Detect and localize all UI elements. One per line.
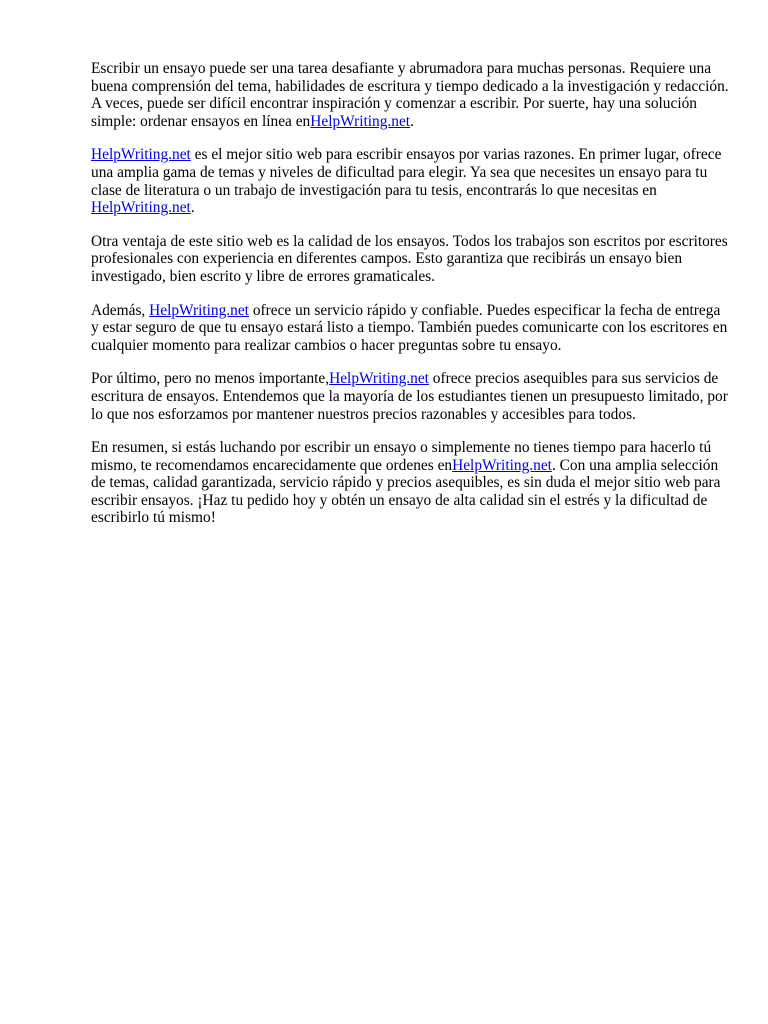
paragraph-intro (91, 60, 731, 130)
helpwriting-link[interactable]: HelpWriting.net (91, 199, 191, 217)
document-page (91, 60, 731, 543)
helpwriting-link[interactable]: HelpWriting.net (452, 456, 552, 474)
helpwriting-link[interactable]: HelpWriting.net (329, 370, 429, 388)
paragraph-text: ofrece precios asequibles para sus servicios de escritura de ensayos. Entendemos que la mayoría de los estudiantes tienen un presupuesto limitado, por lo que nos esforzamos por mantener nuestros precios razonables y accesibles para todos. (91, 370, 728, 423)
helpwriting-link[interactable]: HelpWriting.net (149, 301, 249, 319)
paragraph-text: Escribir un ensayo puede ser una tarea desafiante y abrumadora para muchas personas. Requiere una buena comprensión del tema, habilidades de escritura y tiempo dedicado a la investigación y redacción. A veces, puede ser difícil encontrar inspiración y comenzar a escribir. Por suerte, hay una solución simple: ordenar ensayos en línea en (91, 60, 729, 130)
paragraph-text: Por último, pero no menos importante, (91, 370, 330, 388)
paragraph-text: . (190, 199, 195, 217)
paragraph-service (91, 302, 731, 355)
paragraph-text: Otra ventaja de este sitio web es la calidad de los ensayos. Todos los trabajos son escritos por escritores profesionales con experiencia en diferentes campos. Esto garantiza que recibirás un ensayo bien investigado, bien escrito y libre de errores gramaticales. (91, 232, 728, 285)
helpwriting-link[interactable]: HelpWriting.net (310, 112, 411, 130)
helpwriting-link[interactable]: HelpWriting.net (91, 146, 191, 164)
paragraph-prices (91, 370, 731, 423)
paragraph-text: es el mejor sitio web para escribir ensayos por varias razones. En primer lugar, ofrece una amplia gama de temas y niveles de dificultad para elegir. Ya sea que necesites un ensayo para tu clase de literatura o un trabajo de investigación para tu tesis, encontrarás lo que necesitas en (91, 146, 722, 199)
paragraph-text: En resumen, si estás luchando por escribir un ensayo o simplemente no tienes tiempo para hacerlo tú mismo, te recomendamos encarecidamente que ordenes en (91, 439, 712, 474)
paragraph-text: ofrece un servicio rápido y confiable. Puedes especificar la fecha de entrega y estar seguro de que tu ensayo estará listo a tiempo. También puedes comunicarte con los escritores en cualquier momento para realizar cambios o hacer preguntas sobre tu ensayo. (91, 301, 728, 354)
paragraph-summary (91, 439, 731, 527)
paragraph-text: . (410, 112, 414, 130)
paragraph-reasons (91, 146, 731, 216)
paragraph-quality (91, 233, 731, 286)
paragraph-text: . Con una amplia selección de temas, calidad garantizada, servicio rápido y precios asequibles, es sin duda el mejor sitio web para escribir ensayos. ¡Haz tu pedido hoy y obtén un ensayo de alta calidad sin el estrés y la dificultad de escribirlo tú mismo! (91, 456, 721, 527)
paragraph-text: Además, (91, 301, 150, 319)
